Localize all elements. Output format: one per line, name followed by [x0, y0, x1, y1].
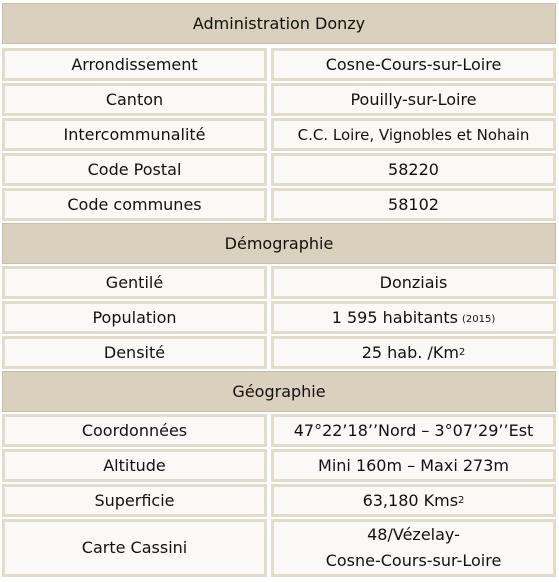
table-row-code-postal: [2, 153, 556, 186]
section-header-administration: [2, 3, 556, 44]
row-value: Pouilly-sur-Loire: [271, 83, 556, 116]
table-row-code-communes: [2, 188, 556, 221]
row-label: Altitude: [2, 449, 267, 482]
row-value: C.C. Loire, Vignobles et Nohain: [271, 118, 556, 151]
row-label: Gentilé: [2, 266, 267, 299]
table-row-canton: [2, 83, 556, 116]
row-label: Intercommunalité: [2, 118, 267, 151]
row-value-densite: 25 hab. /Km 2: [271, 336, 556, 369]
row-value-line1: 48/Vézelay-: [367, 525, 460, 544]
row-label: Arrondissement: [2, 48, 267, 81]
row-label: Canton: [2, 83, 267, 116]
row-label: Carte Cassini: [2, 519, 267, 577]
section-title: Démographie: [224, 234, 334, 253]
row-label: Superficie: [2, 484, 267, 517]
row-value: 58102: [271, 188, 556, 221]
row-label: Population: [2, 301, 267, 334]
table-row-carte-cassini: [2, 519, 556, 577]
row-label: Code communes: [2, 188, 267, 221]
section-title: Géographie: [232, 382, 326, 401]
row-value: 25 hab. /Km: [361, 342, 459, 362]
row-label: Coordonnées: [2, 414, 267, 447]
table-row-arrondissement: [2, 48, 556, 81]
table-row-intercommunalite: [2, 118, 556, 151]
table-row-altitude: [2, 449, 556, 482]
row-value: Cosne-Cours-sur-Loire: [271, 48, 556, 81]
row-value: Mini 160m – Maxi 273m: [271, 449, 556, 482]
row-value-line2: Cosne-Cours-sur-Loire: [325, 551, 502, 570]
row-value: 63,180 Kms: [362, 490, 459, 510]
row-value: 58220: [271, 153, 556, 186]
table-row-coordonnees: [2, 414, 556, 447]
row-value: Donziais: [271, 266, 556, 299]
row-label: Code Postal: [2, 153, 267, 186]
section-title: Administration Donzy: [192, 14, 366, 33]
table-row-population: [2, 301, 556, 334]
row-label: Densité: [2, 336, 267, 369]
row-value-superficie: 63,180 Kms 2: [271, 484, 556, 517]
table-row-superficie: [2, 484, 556, 517]
row-value: 47°22’18’’Nord – 3°07’29’’Est: [271, 414, 556, 447]
section-header-geographie: [2, 371, 556, 412]
section-header-demographie: [2, 223, 556, 264]
row-value-population: [271, 301, 556, 334]
row-value: 1 595 habitants: [331, 307, 458, 327]
table-row-densite: [2, 336, 556, 369]
table-row-gentile: [2, 266, 556, 299]
population-year-note: (2015): [462, 313, 496, 325]
row-value-cassini: [271, 519, 556, 577]
